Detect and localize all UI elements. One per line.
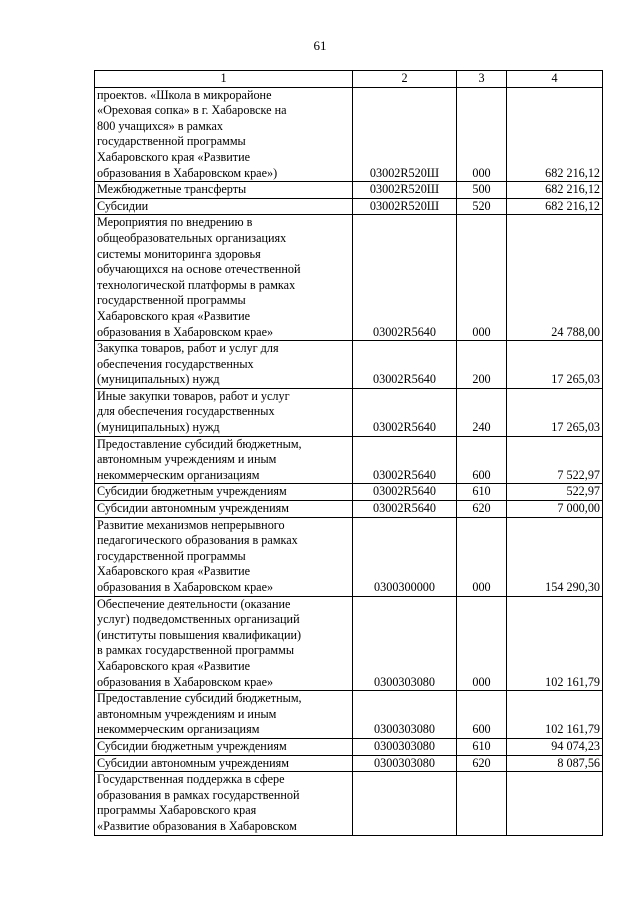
- table-row: [95, 772, 603, 835]
- row-code-cell: 0300303080: [353, 691, 457, 739]
- row-amount-cell: 102 161,79: [507, 691, 603, 739]
- row-code-cell: 03002R5640: [353, 341, 457, 389]
- row-code-cell: 03002R5640: [353, 436, 457, 484]
- row-amount-cell: 102 161,79: [507, 596, 603, 691]
- row-name-cell: Межбюджетные трансферты: [95, 182, 353, 199]
- table-row: [95, 501, 603, 518]
- table-header-row: [95, 71, 603, 88]
- row-name-cell: Субсидии автономным учреждениям: [95, 755, 353, 772]
- row-name-cell: Предоставление субсидий бюджетным, автономным учреждениям и иным некоммерческим организациям: [95, 436, 353, 484]
- row-amount-cell: 682 216,12: [507, 182, 603, 199]
- table-row: [95, 755, 603, 772]
- row-code-cell: 03002R5640: [353, 484, 457, 501]
- row-type-cell: 620: [457, 755, 507, 772]
- row-code-cell: 03002R5640: [353, 388, 457, 436]
- row-name-cell: Обеспечение деятельности (оказание услуг) подведомственных организаций (институты повышения квалификации) в рамках государственной программы Хабаровского края «Развитие образования в Хабаровском крае»: [95, 596, 353, 691]
- column-header-1: 1: [95, 71, 353, 88]
- row-amount-cell: 94 074,23: [507, 738, 603, 755]
- table-row: [95, 738, 603, 755]
- table-row: [95, 517, 603, 596]
- row-name-cell: Мероприятия по внедрению в общеобразовательных организациях системы мониторинга здоровья обучающихся на основе отечественной технологической платформы в рамках государственной программы Хабаровского края «Развитие образования в Хабаровском крае»: [95, 215, 353, 341]
- row-code-cell: 03002R520Ш: [353, 87, 457, 182]
- row-code-cell: 03002R520Ш: [353, 182, 457, 199]
- row-name-cell: Субсидии бюджетным учреждениям: [95, 484, 353, 501]
- row-amount-cell: 24 788,00: [507, 215, 603, 341]
- row-code-cell: 0300303080: [353, 755, 457, 772]
- row-type-cell: 610: [457, 484, 507, 501]
- row-name-cell: Субсидии автономным учреждениям: [95, 501, 353, 518]
- table-row: [95, 596, 603, 691]
- page-number: 61: [313, 38, 327, 53]
- table-row: [95, 215, 603, 341]
- row-amount-cell: 17 265,03: [507, 341, 603, 389]
- budget-table: [94, 70, 603, 836]
- row-name-cell: Субсидии бюджетным учреждениям: [95, 738, 353, 755]
- row-amount-cell: 522,97: [507, 484, 603, 501]
- row-type-cell: 610: [457, 738, 507, 755]
- table-row: [95, 484, 603, 501]
- column-header-2: 2: [353, 71, 457, 88]
- row-name-cell: проектов. «Школа в микрорайоне «Ореховая сопка» в г. Хабаровске на 800 учащихся» в рамках государственной программы Хабаровского края «Развитие образования в Хабаровском крае»): [95, 87, 353, 182]
- row-type-cell: 000: [457, 87, 507, 182]
- row-type-cell: [457, 772, 507, 835]
- row-name-cell: Закупка товаров, работ и услуг для обеспечения государственных (муниципальных) нужд: [95, 341, 353, 389]
- row-type-cell: 520: [457, 198, 507, 215]
- row-amount-cell: 7 000,00: [507, 501, 603, 518]
- table-row: [95, 388, 603, 436]
- row-code-cell: 03002R5640: [353, 501, 457, 518]
- table-row: [95, 691, 603, 739]
- row-code-cell: 03002R520Ш: [353, 198, 457, 215]
- table-row: [95, 87, 603, 182]
- row-type-cell: 000: [457, 517, 507, 596]
- row-name-cell: Иные закупки товаров, работ и услуг для обеспечения государственных (муниципальных) нужд: [95, 388, 353, 436]
- row-code-cell: 03002R5640: [353, 215, 457, 341]
- row-code-cell: 0300303080: [353, 738, 457, 755]
- table-row: [95, 341, 603, 389]
- row-code-cell: [353, 772, 457, 835]
- row-type-cell: 620: [457, 501, 507, 518]
- row-type-cell: 500: [457, 182, 507, 199]
- table-row: [95, 182, 603, 199]
- row-type-cell: 200: [457, 341, 507, 389]
- column-header-3: 3: [457, 71, 507, 88]
- column-header-4: 4: [507, 71, 603, 88]
- row-name-cell: Субсидии: [95, 198, 353, 215]
- row-code-cell: 0300300000: [353, 517, 457, 596]
- row-name-cell: Государственная поддержка в сфере образования в рамках государственной программы Хабаровского края «Развитие образования в Хабаровском: [95, 772, 353, 835]
- row-amount-cell: [507, 772, 603, 835]
- row-type-cell: 600: [457, 691, 507, 739]
- row-name-cell: Предоставление субсидий бюджетным, автономным учреждениям и иным некоммерческим организациям: [95, 691, 353, 739]
- row-amount-cell: 8 087,56: [507, 755, 603, 772]
- row-amount-cell: 682 216,12: [507, 198, 603, 215]
- row-amount-cell: 154 290,30: [507, 517, 603, 596]
- table-row: [95, 198, 603, 215]
- row-code-cell: 0300303080: [353, 596, 457, 691]
- table-row: [95, 436, 603, 484]
- row-type-cell: 240: [457, 388, 507, 436]
- row-amount-cell: 17 265,03: [507, 388, 603, 436]
- row-type-cell: 000: [457, 596, 507, 691]
- row-amount-cell: 7 522,97: [507, 436, 603, 484]
- row-type-cell: 000: [457, 215, 507, 341]
- row-name-cell: Развитие механизмов непрерывного педагогического образования в рамках государственной программы Хабаровского края «Развитие образования в Хабаровском крае»: [95, 517, 353, 596]
- row-type-cell: 600: [457, 436, 507, 484]
- row-amount-cell: 682 216,12: [507, 87, 603, 182]
